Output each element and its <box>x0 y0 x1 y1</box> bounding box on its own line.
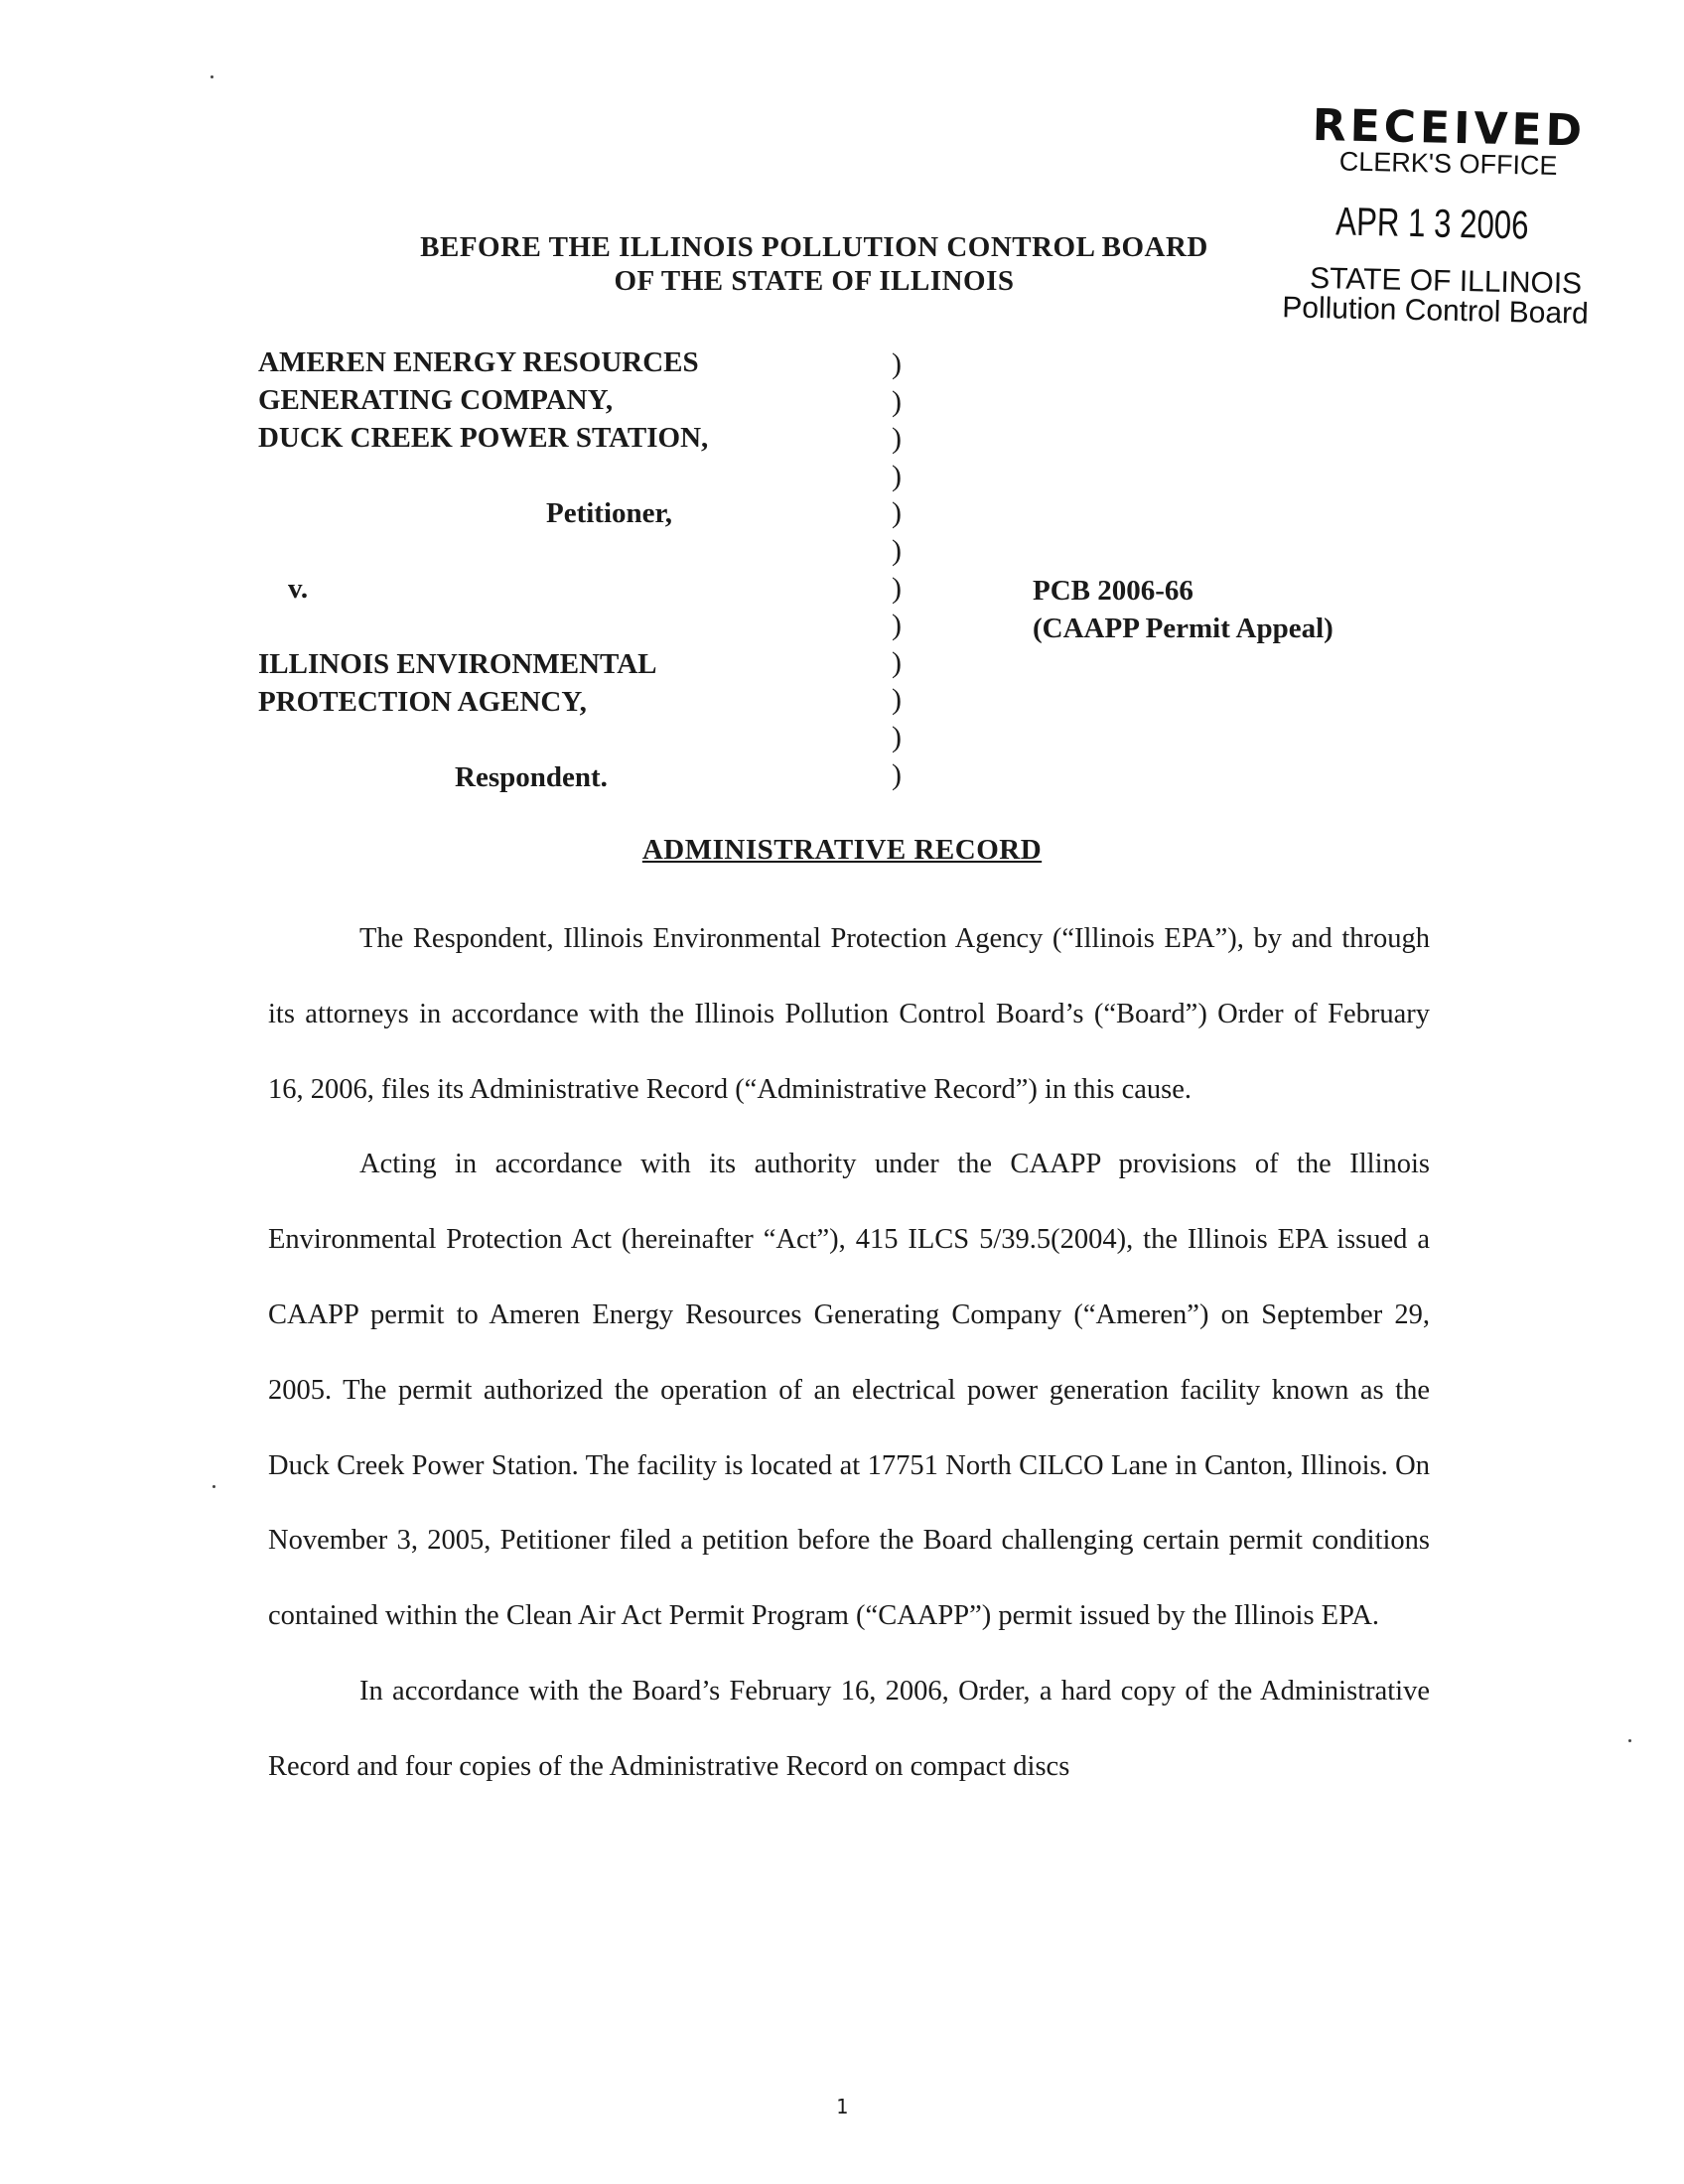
scan-speck <box>210 75 213 78</box>
paren: ) <box>892 757 902 791</box>
stamp-received-text: RECEIVED <box>1312 99 1587 157</box>
paren: ) <box>892 347 902 380</box>
petitioner-line: GENERATING COMPANY, <box>258 384 614 416</box>
document-heading <box>298 230 1331 298</box>
paren: ) <box>892 571 902 605</box>
scan-speck <box>1628 1739 1631 1742</box>
case-number: PCB 2006-66 <box>1033 575 1193 607</box>
case-info <box>1033 572 1333 647</box>
document-title: ADMINISTRATIVE RECORD <box>641 834 1043 866</box>
body-paragraph: Acting in accordance with its authority under the CAAPP provisions of the Illinois Environmental Protection Act (hereinafter “Act”), 415 ILCS 5/39.5(2004), the Illinois EPA issued a CAAPP permit to Ameren Energy Resources Generating Company (“Ameren”) on September 29, 2005. The permit authorized the operation of an electrical power generation facility known as the Duck Creek Power Station. The facility is located at 17751 North CILCO Lane in Canton, Illinois. On November 3, 2005, Petitioner filed a petition before the Board challenging certain permit conditions contained within the Clean Air Act Permit Program (“CAAPP”) permit issued by the Illinois EPA. <box>268 1149 1430 1632</box>
paren: ) <box>892 683 902 717</box>
heading-line-1: BEFORE THE ILLINOIS POLLUTION CONTROL BOARD <box>420 231 1208 263</box>
caption-parentheses <box>892 345 921 793</box>
paren: ) <box>892 459 902 492</box>
paren: ) <box>892 720 902 753</box>
received-stamp <box>1266 99 1609 344</box>
document-body <box>268 901 1430 1805</box>
versus-label: v. <box>288 573 309 605</box>
body-paragraph: The Respondent, Illinois Environmental Protection Agency (“Illinois EPA”), by and through its attorneys in accordance with the Illinois Pollution Control Board’s (“Board”) Order of February 16, 2006, files its Administrative Record (“Administrative Record”) in this cause. <box>268 923 1430 1105</box>
stamp-office-text: CLERK'S OFFICE <box>1338 146 1558 182</box>
paren: ) <box>892 533 902 567</box>
paren: ) <box>892 496 902 530</box>
heading-line-2: OF THE STATE OF ILLINOIS <box>614 265 1015 297</box>
paren: ) <box>892 422 902 456</box>
body-paragraph: In accordance with the Board’s February 16, 2006, Order, a hard copy of the Administrative Record and four copies of the Administrative Record on compact discs <box>268 1675 1430 1782</box>
paren: ) <box>892 384 902 418</box>
page-number: 1 <box>835 2095 849 2118</box>
case-type: (CAAPP Permit Appeal) <box>1033 613 1333 644</box>
petitioner-line: AMEREN ENERGY RESOURCES <box>258 346 699 378</box>
stamp-state-text: STATE OF ILLINOIS <box>1309 261 1583 301</box>
stamp-board-text: Pollution Control Board <box>1281 291 1590 331</box>
paren: ) <box>892 645 902 679</box>
scan-speck <box>212 1485 215 1488</box>
respondent-line: ILLINOIS ENVIRONMENTAL <box>258 648 657 680</box>
petitioner-line: DUCK CREEK POWER STATION, <box>258 422 709 454</box>
respondent-line: PROTECTION AGENCY, <box>258 686 587 718</box>
petitioner-role: Petitioner, <box>546 497 672 529</box>
paren: ) <box>892 609 902 642</box>
respondent-role: Respondent. <box>455 761 608 793</box>
stamp-date: APR 1 3 2006 <box>1334 200 1529 248</box>
